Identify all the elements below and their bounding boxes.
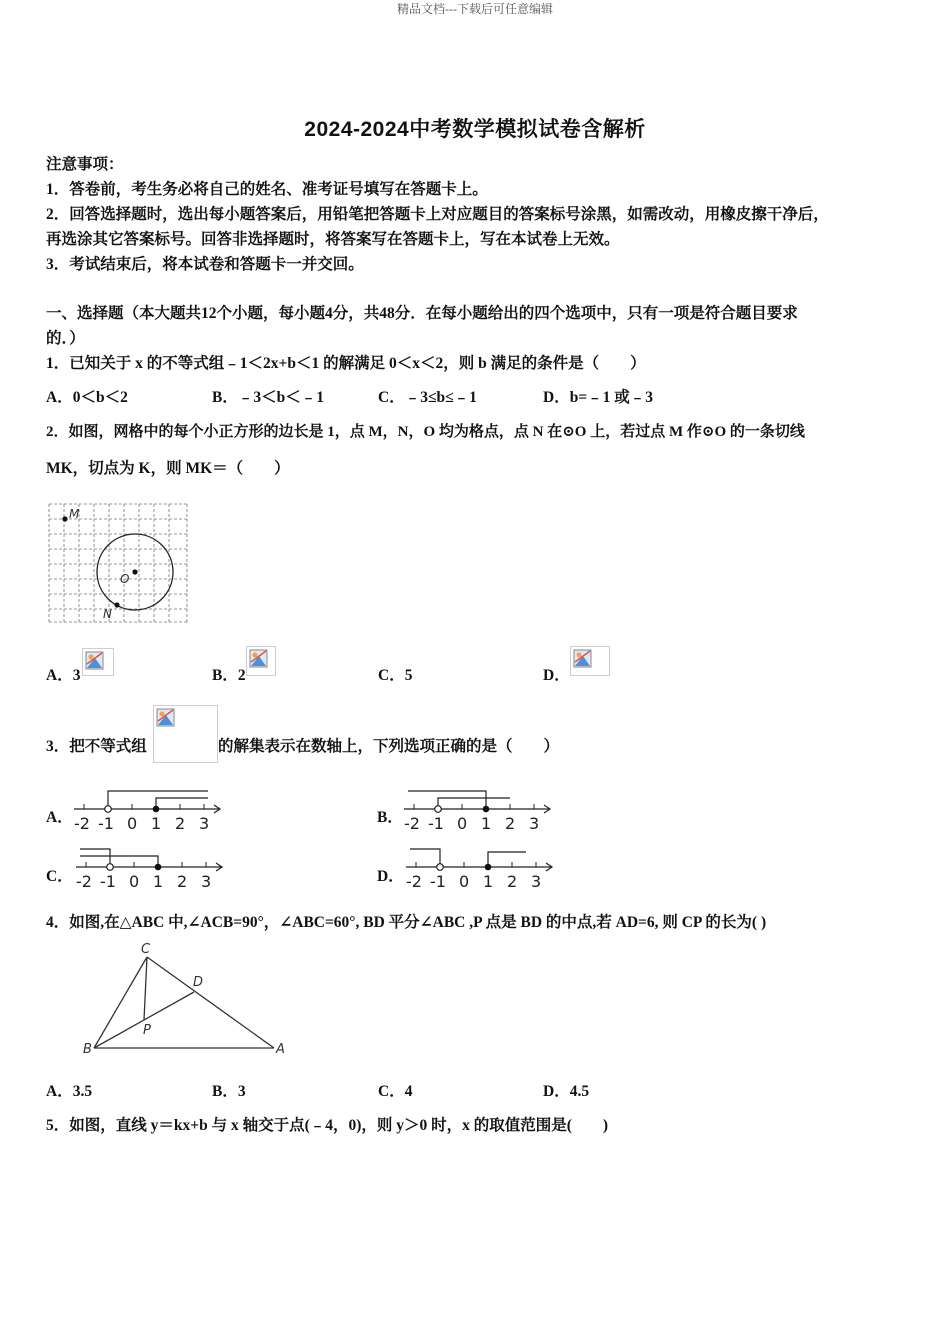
q2-stem-line-2: MK，切点为 K，则 MK＝（ ） xyxy=(46,460,290,477)
q4-segment-cp xyxy=(144,957,147,1020)
q2-stem-line-1: 2．如图，网格中的每个小正方形的边长是 1，点 M，N，O 均为格点，点 N 在⊙O 上，若过点 M 作⊙O 的一条切线 xyxy=(46,424,805,440)
q3-stem-suffix: 的解集表示在数轴上，下列选项正确的是（ ） xyxy=(218,738,560,755)
notes-item-2-line-1: 2．回答选择题时，选出每小题答案后，用铅笔把答题卡上对应题目的答案标号涂黑，如需改动，用橡皮擦干净后， xyxy=(46,206,829,223)
q4-label-b: B xyxy=(83,1042,92,1057)
tick-label: 0 xyxy=(457,814,468,833)
q3-inequality-image xyxy=(153,705,218,763)
q2-option-d-image xyxy=(570,646,610,676)
q3-option-c: C． xyxy=(46,868,73,885)
tick-label: 1 xyxy=(153,872,164,891)
q2-option-b-image xyxy=(246,646,276,676)
broken-image-icon xyxy=(85,651,105,671)
q2-point-n xyxy=(114,602,119,607)
q3-option-b-numberline xyxy=(400,787,556,833)
tick-label: 2 xyxy=(177,872,188,891)
tick-label: -1 xyxy=(98,814,114,833)
q4-label-p: P xyxy=(143,1023,151,1038)
q3-option-d: D． xyxy=(377,868,404,885)
q4-side-ca xyxy=(147,957,274,1048)
broken-image-icon xyxy=(156,708,176,728)
q2-grid-circle-figure xyxy=(46,500,192,626)
section-1-line-1: 一、选择题（本大题共12个小题，每小题4分，共48分．在每小题给出的四个选项中，只有一项是符合题目要求 xyxy=(46,305,798,322)
tick-label: -2 xyxy=(76,872,92,891)
section-1-line-2: 的．） xyxy=(46,330,85,347)
tick-label: 3 xyxy=(201,872,212,891)
broken-image-icon xyxy=(249,649,269,669)
tick-label: -2 xyxy=(74,814,90,833)
q2-label-o: O xyxy=(120,572,130,586)
q4-label-a: A xyxy=(276,1042,285,1057)
q4-option-a: A．3.5 xyxy=(46,1083,93,1100)
q2-option-c: C．5 xyxy=(378,667,413,684)
tick-label: 1 xyxy=(481,814,492,833)
q2-label-m: M xyxy=(69,507,80,521)
tick-label: 3 xyxy=(529,814,540,833)
q2-point-o xyxy=(132,569,137,574)
q5-stem: 5．如图，直线 y＝kx+b 与 x 轴交于点(﹣4，0)，则 y＞0 时，x 的取值范围是( ) xyxy=(46,1117,609,1134)
q4-triangle-figure xyxy=(66,940,302,1060)
q4-side-cb xyxy=(94,957,147,1048)
tick-label: 1 xyxy=(483,872,494,891)
tick-label: -1 xyxy=(100,872,116,891)
tick-label: 1 xyxy=(151,814,162,833)
q1-option-b: B．﹣3＜b＜﹣1 xyxy=(212,389,324,406)
q2-option-d: D． xyxy=(543,667,570,684)
tick-label: 0 xyxy=(459,872,470,891)
q3-option-d-numberline xyxy=(402,845,558,891)
tick-label: -1 xyxy=(428,814,444,833)
tick-label: 0 xyxy=(127,814,138,833)
tick-label: 2 xyxy=(505,814,516,833)
tick-label: 2 xyxy=(175,814,186,833)
q2-option-a-image xyxy=(82,648,114,676)
q3-option-c-numberline xyxy=(72,845,228,891)
q1-option-a: A．0＜b＜2 xyxy=(46,389,128,406)
q2-point-m xyxy=(62,516,67,521)
q4-option-c: C．4 xyxy=(378,1083,413,1100)
tick-label: -2 xyxy=(406,872,422,891)
q4-option-d: D．4.5 xyxy=(543,1083,590,1100)
q2-option-b: B．2 xyxy=(212,667,246,684)
q4-stem: 4．如图,在△ABC 中,∠ACB=90°，∠ABC=60°, BD 平分∠ABC ,P 点是 BD 的中点,若 AD=6, 则 CP 的长为( ) xyxy=(46,914,767,931)
q3-option-a-numberline xyxy=(70,787,226,833)
notes-heading: 注意事项： xyxy=(46,156,124,173)
q4-label-d: D xyxy=(193,975,204,990)
q3-option-b: B． xyxy=(377,809,403,826)
tick-label: -2 xyxy=(404,814,420,833)
notes-item-3: 3．考试结束后，将本试卷和答题卡一并交回。 xyxy=(46,256,364,273)
q4-option-b: B．3 xyxy=(212,1083,246,1100)
q1-stem: 1．已知关于 x 的不等式组﹣1＜2x+b＜1 的解满足 0＜x＜2，则 b 满足的条件是（ ） xyxy=(46,355,646,372)
q3-stem-prefix: 3．把不等式组 xyxy=(46,738,147,755)
tick-label: 0 xyxy=(129,872,140,891)
tick-label: 3 xyxy=(199,814,210,833)
q1-option-d: D．b=﹣1 或﹣3 xyxy=(543,389,654,406)
q4-label-c: C xyxy=(141,942,151,957)
q2-label-n: N xyxy=(103,607,112,621)
broken-image-icon xyxy=(573,649,593,669)
tick-label: -1 xyxy=(430,872,446,891)
header-watermark: 精品文档---下载后可任意编辑 xyxy=(397,2,553,16)
tick-label: 2 xyxy=(507,872,518,891)
notes-item-2-line-2: 再选涂其它答案标号。回答非选择题时，将答案写在答题卡上，写在本试卷上无效。 xyxy=(46,231,620,248)
q3-option-a: A． xyxy=(46,809,73,826)
notes-item-1: 1．答卷前，考生务必将自己的姓名、准考证号填写在答题卡上。 xyxy=(46,181,488,198)
page-title: 2024-2024中考数学模拟试卷含解析 xyxy=(304,118,646,141)
q1-option-c: C．﹣3≤b≤﹣1 xyxy=(378,389,477,406)
tick-label: 3 xyxy=(531,872,542,891)
q2-option-a: A．3 xyxy=(46,667,81,684)
